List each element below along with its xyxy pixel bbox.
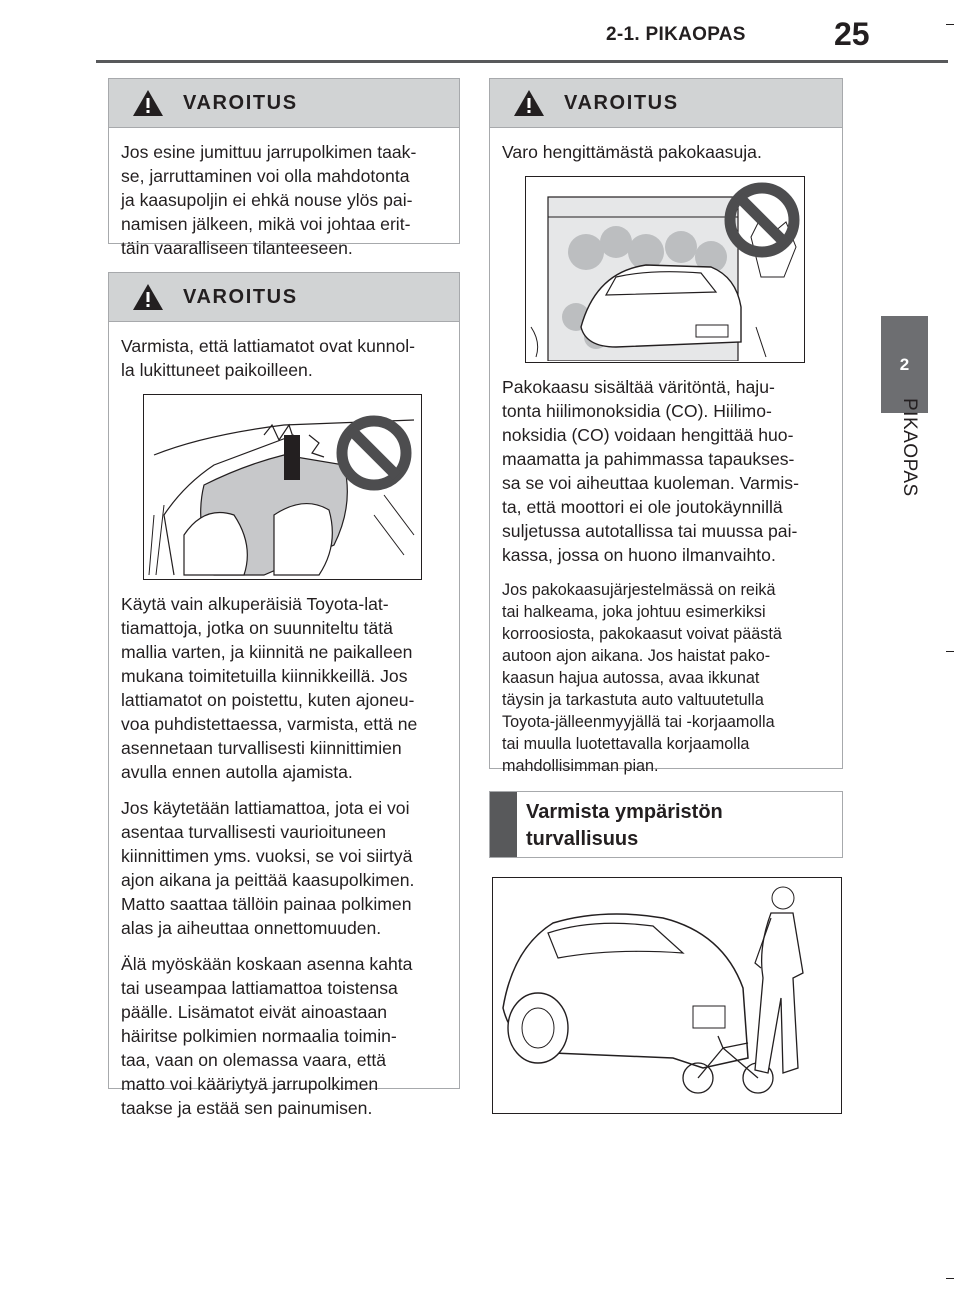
warning-paragraph: Varo hengittämästä pakokaasuja. [502, 142, 762, 162]
section-heading-box [489, 791, 843, 858]
surroundings-check-drawing [493, 878, 840, 1112]
warning-box-floor-mats [108, 272, 460, 1118]
warning-header [109, 79, 459, 128]
warning-paragraph: Pakokaasu sisältää väritöntä, haju- tonta hiilimonoksidia (CO). Hiilimo- noksidia (CO) voidaan hengittää huo- maamatta ja pahimmassa tapaukses- sa se voi aiheuttaa kuoleman. Varmis- ta, että moottori ei ole joutokäynnillä suljetussa autotallissa tai muussa pai- kassa, jossa on huono ilmanvaihto. [502, 377, 799, 565]
warning-paragraph: Jos esine jumittuu jarrupolkimen taak- se, jarruttaminen voi olla mahdotonta ja kaasupoljin ei ehkä nouse ylös pai- namisen jälkeen, mikä voi johtaa erit- täin vaaralliseen tilanteeseen. [121, 142, 417, 258]
warning-paragraph: Älä myöskään koskaan asenna kahta tai useampaa lattiamattoa toistensa päälle. Lisämatot eivät ainoastaan häiritse polkimien normaalia toimin- taa, vaan on olemassa vaara, että matto voi kääriytyä jarrupolkimen taakse ja estää sen painumisen. [121, 954, 413, 1118]
crop-mark-bottom [946, 1278, 954, 1279]
header-rule [96, 60, 948, 63]
warning-title: VAROITUS [183, 91, 298, 114]
warning-title: VAROITUS [183, 285, 298, 308]
warning-triangle-icon [131, 88, 165, 118]
section-heading: Varmista ympäristön turvallisuus [526, 801, 723, 850]
prohibition-icon [722, 180, 802, 260]
chapter-label: PIKAOPAS [899, 398, 920, 497]
crop-mark-middle [946, 651, 954, 652]
heading-accent-bar [490, 792, 517, 857]
warning-paragraph: Käytä vain alkuperäisiä Toyota-lat- tiamattoja, jotka on suunniteltu tätä mallia varten, ja kiinnitä ne paikalleen mukana toimitetuilla kiinnikkeillä. Jos lattiamatot on poistettu, kuten ajoneu- voa puhdistettaessa, varmista, että ne asennetaan turvallisesti kiinnittimien avulla ennen autolla ajamista. [121, 594, 418, 782]
chapter-number: 2 [899, 354, 910, 374]
warning-paragraph: Varmista, että lattiamatot ovat kunnol- la lukittuneet paikoilleen. [121, 336, 416, 380]
warning-paragraph: Jos pakokaasujärjestelmässä on reikä tai halkeama, joka johtuu esimerkiksi korroosiosta, pakokaasut voivat päästä autoon ajon aikana. Jos haistat pako- kaasun hajua autossa, avaa ikkunat täysin ja tarkastuta auto valtuutetulla Toyota-jälleenmyyjällä tai -korjaamolla tai muulla luotettavalla korjaamolla mahdollisimman pian. [502, 581, 782, 775]
floor-mat-illustration [143, 394, 422, 580]
warning-box-exhaust [489, 78, 843, 775]
warning-title: VAROITUS [564, 91, 679, 114]
warning-triangle-icon [131, 282, 165, 312]
section-title: 2-1. PIKAOPAS [606, 24, 746, 45]
warning-paragraph: Jos käytetään lattiamattoa, jota ei voi asentaa turvallisesti vaurioituneen kiinnittimen yms. vuoksi, se voi siirtyä ajon aikana ja peittää kaasupolkimen. Matto saattaa tällöin painaa polkimen alas ja aiheuttaa onnettomuuden. [121, 798, 415, 938]
page-number: 25 [834, 16, 870, 52]
warning-header [490, 79, 842, 128]
warning-box-brake-obstruction [108, 78, 460, 258]
surroundings-check-illustration [492, 877, 842, 1114]
crop-mark-top [946, 24, 954, 25]
warning-triangle-icon [512, 88, 546, 118]
warning-header [109, 273, 459, 322]
prohibition-icon [334, 413, 414, 493]
garage-exhaust-illustration [525, 176, 805, 363]
